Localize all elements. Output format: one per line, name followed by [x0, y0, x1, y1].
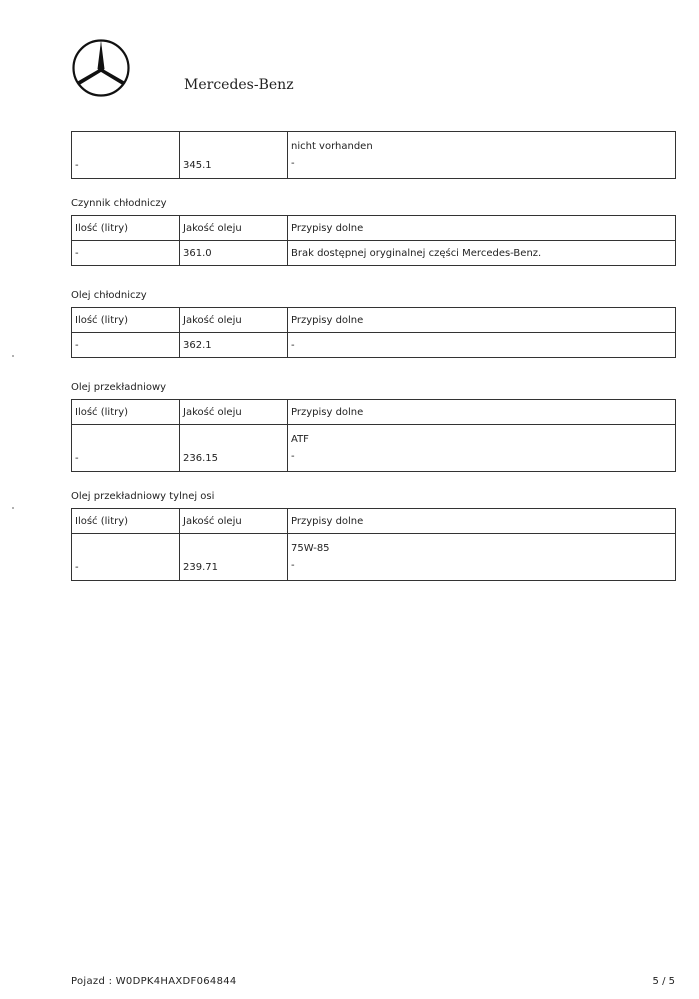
- quality-cell: 239.71: [180, 534, 288, 581]
- section-title: Olej przekładniowy tylnej osi: [71, 491, 215, 502]
- quality-cell: 345.1: [180, 132, 288, 179]
- qty-cell: -: [72, 333, 180, 358]
- table-continued: [71, 131, 676, 179]
- table-row: [72, 425, 676, 472]
- margin-dot: [12, 355, 14, 357]
- note-cell: [288, 132, 676, 179]
- note-line: ATF: [291, 434, 309, 445]
- column-header: Przypisy dolne: [288, 308, 676, 333]
- quality-cell: 236.15: [180, 425, 288, 472]
- vehicle-id: Pojazd : W0DPK4HAXDF064844: [71, 976, 237, 987]
- brand-name: Mercedes-Benz: [184, 77, 294, 93]
- table-row: [72, 333, 676, 358]
- table-row: [72, 132, 676, 179]
- mercedes-star-icon: [71, 38, 131, 98]
- table-header-row: [72, 400, 676, 425]
- note-cell: Brak dostępnej oryginalnej części Mercedes-Benz.: [288, 241, 676, 266]
- column-header: Przypisy dolne: [288, 509, 676, 534]
- note-line: nicht vorhanden: [291, 141, 373, 152]
- table-header-row: [72, 509, 676, 534]
- section-title: Olej chłodniczy: [71, 290, 147, 301]
- qty-cell: -: [72, 241, 180, 266]
- section-title: Olej przekładniowy: [71, 382, 167, 393]
- column-header: Ilość (litry): [72, 509, 180, 534]
- column-header: Jakość oleju: [180, 400, 288, 425]
- table-row: [72, 241, 676, 266]
- column-header: Ilość (litry): [72, 216, 180, 241]
- note-line: -: [291, 560, 295, 571]
- column-header: Jakość oleju: [180, 509, 288, 534]
- column-header: Przypisy dolne: [288, 216, 676, 241]
- column-header: Jakość oleju: [180, 308, 288, 333]
- note-line: -: [291, 451, 295, 462]
- table-header-row: [72, 308, 676, 333]
- column-header: Ilość (litry): [72, 308, 180, 333]
- qty-cell: -: [72, 534, 180, 581]
- table-coolant: [71, 215, 676, 266]
- table-header-row: [72, 216, 676, 241]
- table-gear-oil: [71, 399, 676, 472]
- table-rear-axle-oil: [71, 508, 676, 581]
- table-cooling-oil: [71, 307, 676, 358]
- qty-cell: -: [72, 425, 180, 472]
- note-cell: -: [288, 333, 676, 358]
- column-header: Jakość oleju: [180, 216, 288, 241]
- quality-cell: 361.0: [180, 241, 288, 266]
- column-header: Ilość (litry): [72, 400, 180, 425]
- note-line: -: [291, 158, 295, 169]
- page-number: 5 / 5: [652, 976, 675, 987]
- column-header: Przypisy dolne: [288, 400, 676, 425]
- quality-cell: 362.1: [180, 333, 288, 358]
- qty-cell: -: [72, 132, 180, 179]
- margin-dot: [12, 507, 14, 509]
- note-cell: [288, 534, 676, 581]
- table-row: [72, 534, 676, 581]
- section-title: Czynnik chłodniczy: [71, 198, 167, 209]
- note-line: 75W-85: [291, 543, 330, 554]
- note-cell: [288, 425, 676, 472]
